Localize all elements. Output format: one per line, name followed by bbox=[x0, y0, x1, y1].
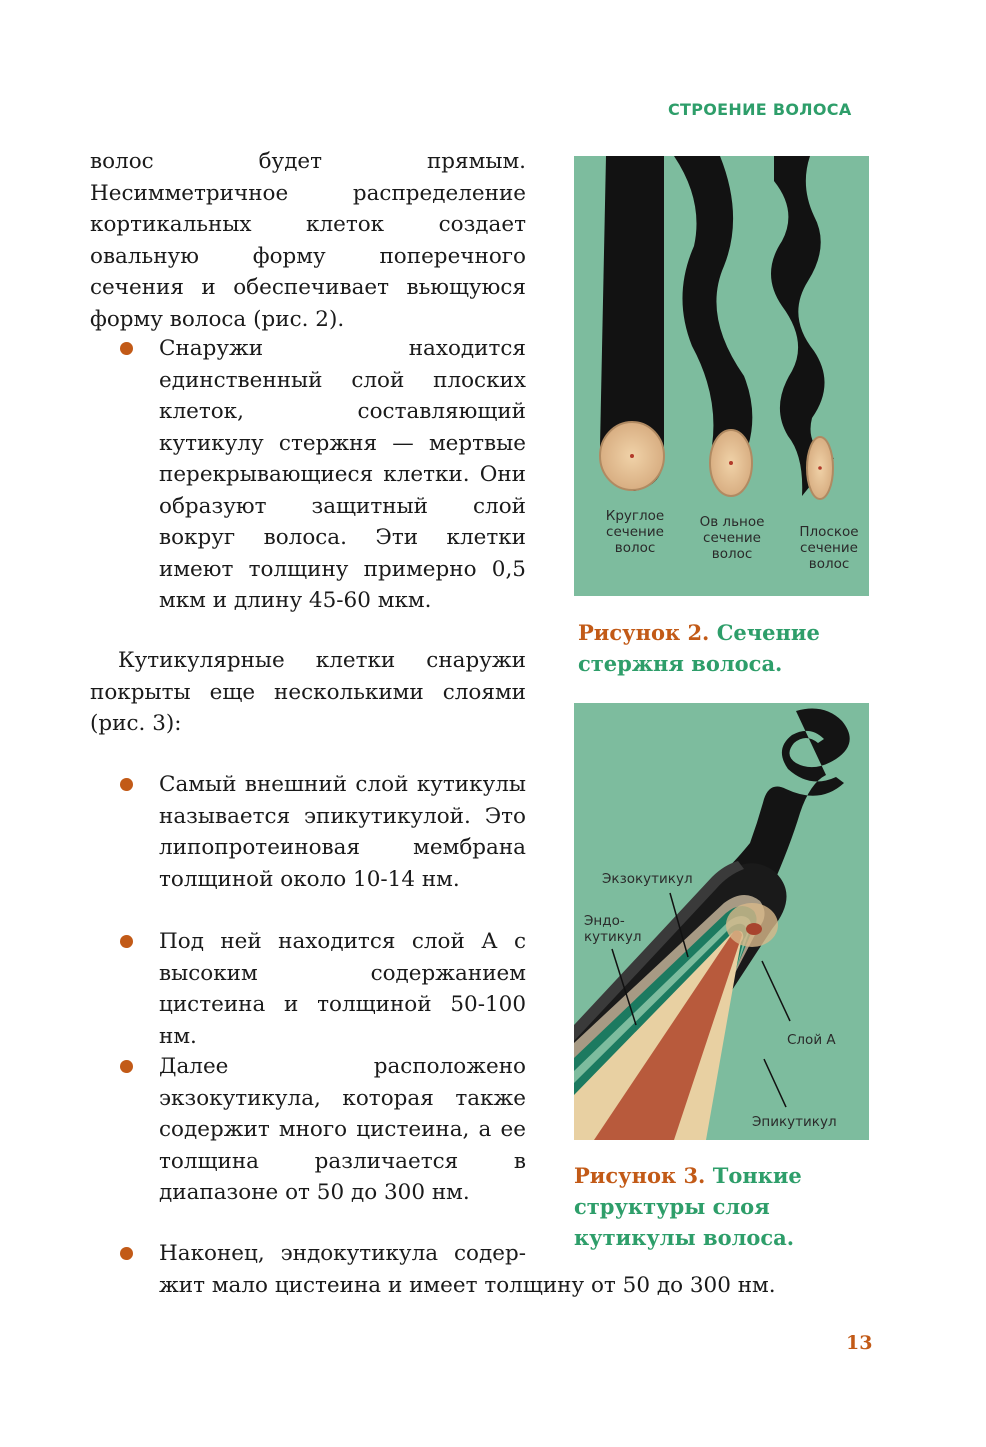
label-exocuticle: Экзокутикул bbox=[602, 871, 693, 887]
bullet-dot bbox=[120, 778, 133, 791]
bullet-item-1: Снаружи находится единственный слой плоских клеток, составляющий кутикулу стержня — мертвые перекрывающиеся клетки. Они образуют защитный слой вокруг волоса. Эти клетки имеют толщину примерно 0,5 мкм и длину 45-60 мкм. bbox=[159, 336, 526, 613]
figure-3-caption bbox=[574, 1160, 874, 1253]
pointer-layer-a bbox=[762, 961, 790, 1021]
label-endocuticle: Эндо-кутикул bbox=[584, 913, 642, 945]
figure-3-caption-number: Рисунок 3. bbox=[574, 1163, 706, 1188]
bullet-item-5-line1: Наконец, эндокутикула содер- bbox=[159, 1241, 526, 1266]
label-flat-section: Плоское сечение волос bbox=[799, 524, 859, 572]
bullet-item-4: Далее расположено экзокутикула, которая также содержит много цистеина, а ее толщина различается в диапазоне от 50 до 300 нм. bbox=[159, 1054, 526, 1205]
paragraph-1: волос будет прямым. Несимметричное распределение кортикальных клеток создает овальную форму поперечного сечения и обеспечивает вьющуюся форму волоса (рис. 2). bbox=[90, 149, 526, 332]
page-number: 13 bbox=[846, 1332, 873, 1354]
figure-2-hair-cross-sections bbox=[574, 156, 869, 596]
figure-2-caption-text: Сечение стержня волоса. bbox=[578, 620, 820, 676]
bullet-dot bbox=[120, 935, 133, 948]
section-header: СТРОЕНИЕ ВОЛОСА bbox=[668, 100, 852, 119]
figure-2-caption-number: Рисунок 2. bbox=[578, 620, 710, 645]
figure-3-caption-text: Тонкие структуры слоя кутикулы волоса. bbox=[574, 1163, 802, 1250]
label-layer-a: Слой А bbox=[787, 1032, 836, 1048]
figure-2-caption bbox=[578, 617, 878, 679]
bullet-item-5-line2: жит мало цистеина и имеет толщину от 50 до 300 нм. bbox=[159, 1273, 776, 1298]
bullet-dot bbox=[120, 1060, 133, 1073]
bullet-dot bbox=[120, 1247, 133, 1260]
figure-3-cuticle-layers bbox=[574, 703, 869, 1140]
bullet-item-2: Самый внешний слой кутикулы называется эпикутикулой. Это липопротеиновая мембрана толщиной около 10-14 нм. bbox=[159, 772, 526, 892]
label-round-section: Круглое сечение волос bbox=[605, 508, 665, 556]
bullet-item-3: Под ней находится слой А с высоким содержанием цистеина и толщиной 50-100 нм. bbox=[159, 929, 526, 1049]
label-oval-section: Ов льное сечение волос bbox=[699, 514, 765, 562]
label-epicuticle: Эпикутикул bbox=[752, 1114, 837, 1130]
bullet-dot bbox=[120, 342, 133, 355]
paragraph-2: Кутикулярные клетки снаружи покрыты еще несколькими слоями (рис. 3): bbox=[90, 648, 526, 736]
pointer-epicuticle bbox=[764, 1059, 786, 1107]
